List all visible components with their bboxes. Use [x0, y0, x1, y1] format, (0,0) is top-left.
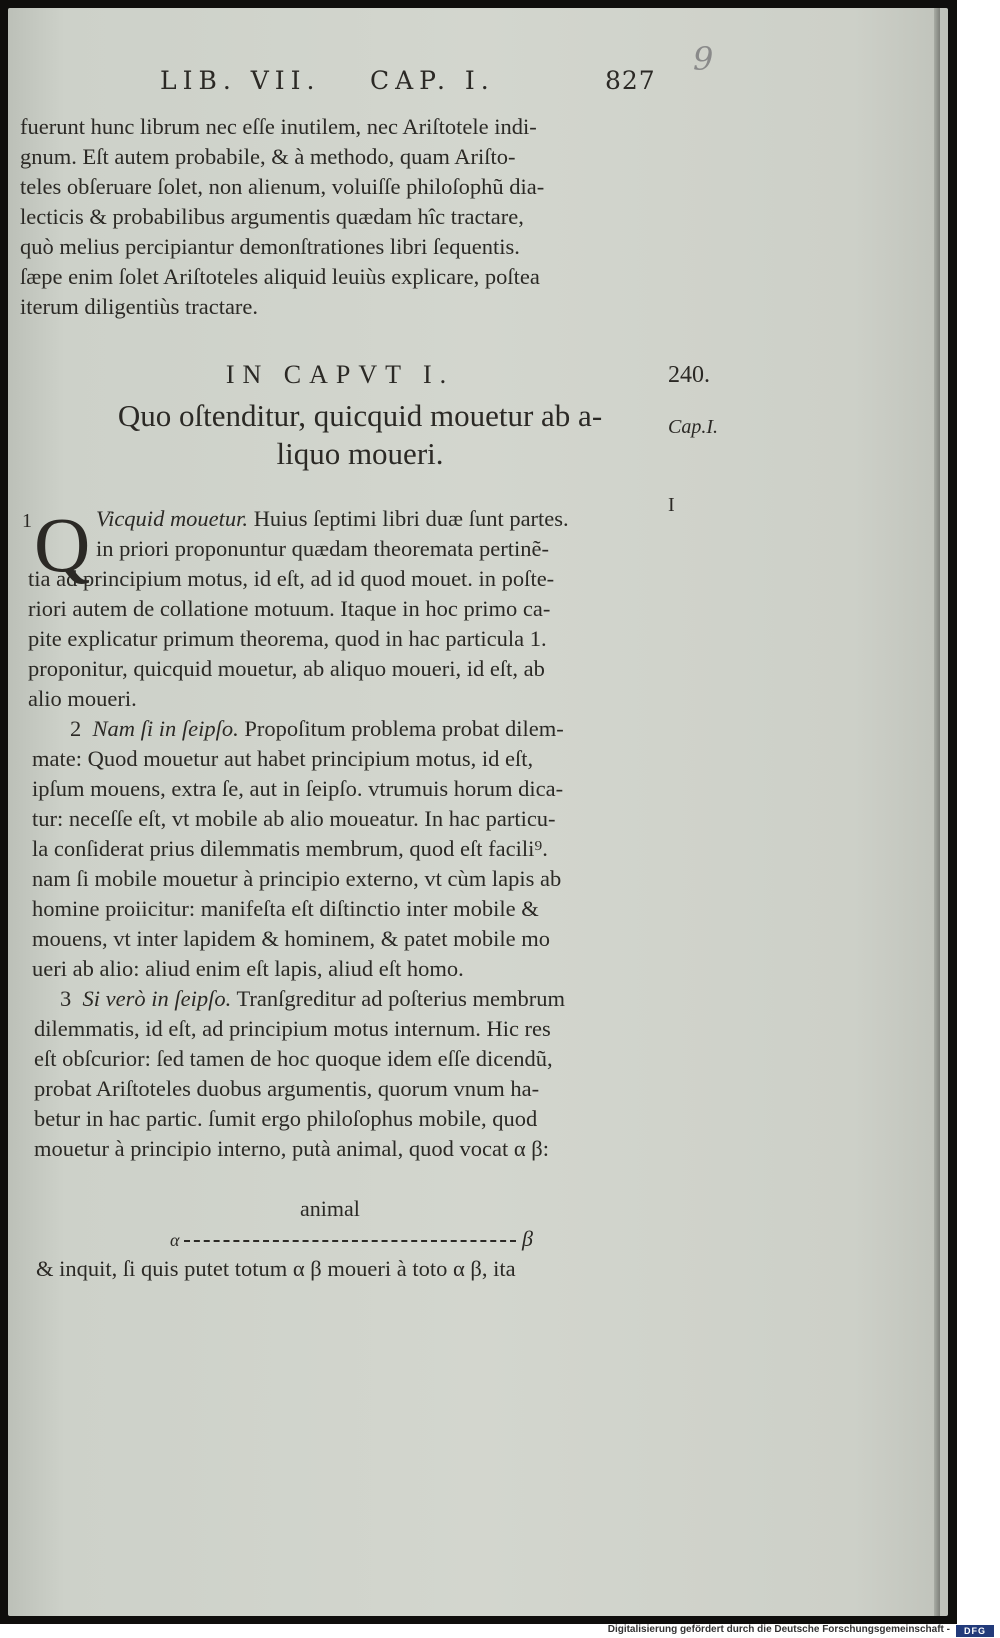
chapter-number: CAP. I.	[370, 66, 495, 95]
lemma: Nam ſi in ſeipſo.	[92, 716, 239, 741]
margin-marker: I	[668, 494, 675, 516]
text-line: tia ad principium motus, id eſt, ad id quod mouet. in poſte-	[28, 566, 555, 591]
margin-number: 240.	[668, 362, 710, 388]
text-line: la conſiderat prius dilemmatis membrum, quod eſt facili⁹.	[32, 836, 548, 861]
drop-cap: Q	[34, 501, 91, 588]
text-line: dilemmatis, id eſt, ad principium motus internum. Hic res	[34, 1016, 551, 1041]
text-line: & inquit, ſi quis putet totum α β moueri à toto α β, ita	[36, 1256, 516, 1281]
text-line: Tranſgreditur ad poſterius membrum	[236, 986, 565, 1011]
footer	[0, 1626, 1000, 1638]
text-line: proponitur, quicquid mouetur, ab aliquo moueri, id eſt, ab	[28, 656, 545, 681]
diagram-right-end: β	[522, 1226, 533, 1251]
text-line: mouens, vt inter lapidem & hominem, & patet mobile mo	[32, 926, 551, 951]
text-line: ſæpe enim ſolet Ariſtoteles aliquid leuiùs explicare, poſtea	[20, 264, 540, 289]
section-subheading: Quo oſtenditur, quicquid mouetur ab a-	[117, 398, 603, 433]
lemma: Vicquid mouetur.	[96, 506, 249, 531]
text-line: mouetur à principio interno, putà animal, quod vocat α β:	[34, 1136, 549, 1161]
text-line: probat Ariſtoteles duobus argumentis, quorum vnum ha-	[34, 1076, 540, 1101]
text-line: alio moueri.	[28, 686, 137, 711]
text-line: ueri ab alio: aliud enim eſt lapis, aliud eſt homo.	[32, 956, 464, 981]
footer-text: Digitalisierung gefördert durch die Deutsche Forschungsgemeinschaft -	[607, 1624, 950, 1635]
text-line: Propoſitum problema probat dilem-	[244, 716, 564, 741]
text-line: nam ſi mobile mouetur à principio externo, vt cùm lapis ab	[32, 866, 562, 891]
text-line: pite explicatur primum theorema, quod in hac particula 1.	[28, 626, 547, 651]
diagram-line	[184, 1240, 516, 1242]
section-subheading: liquo moueri.	[276, 436, 444, 471]
page-number: 827	[605, 66, 656, 95]
text-line: tur: neceſſe eſt, vt mobile ab alio moueatur. In hac particu-	[32, 806, 556, 831]
diagram-label: animal	[300, 1196, 360, 1221]
text-line: gnum. Eſt autem probabile, & à methodo, quam Ariſto-	[20, 144, 516, 169]
section-heading: IN CAPVT I.	[225, 360, 455, 389]
text-line: Huius ſeptimi libri duæ ſunt partes.	[253, 506, 569, 531]
text-line: ipſum mouens, extra ſe, aut in ſeipſo. vtrumuis horum dica-	[32, 776, 564, 801]
dfg-logo: DFG	[956, 1625, 994, 1637]
text-line: quò melius percipiantur demonſtrationes libri ſequentis.	[20, 234, 520, 259]
text-line: mate: Quod mouetur aut habet principium motus, id eſt,	[32, 746, 534, 771]
text-line: homine proiicitur: manifeſta eſt diſtinctio inter mobile &	[32, 896, 539, 921]
lemma: Si verò in ſeipſo.	[82, 986, 232, 1011]
running-head	[160, 66, 660, 100]
text-line: iterum diligentiùs tractare.	[20, 294, 259, 319]
paragraph-marker: 1	[22, 510, 32, 532]
book-number: LIB. VII.	[160, 66, 321, 95]
text-line: teles obſeruare ſolet, non alienum, voluiſſe philoſophũ dia-	[20, 174, 545, 199]
text-line: in priori proponuntur quædam theoremata pertinẽ-	[96, 536, 549, 561]
page-edge	[934, 8, 940, 1616]
text-line: riori autem de collatione motuum. Itaque in hoc primo ca-	[28, 596, 551, 621]
pencil-folio-mark: 9	[693, 40, 714, 78]
paragraph-marker: 2	[70, 716, 82, 741]
text-line: betur in hac partic. ſumit ergo philoſophus mobile, quod	[34, 1106, 538, 1131]
text-line: lecticis & probabilibus argumentis quædam hîc tractare,	[20, 204, 524, 229]
text-line: fuerunt hunc librum nec eſſe inutilem, nec Ariſtotele indi-	[20, 114, 537, 139]
text-line: eſt obſcurior: ſed tamen de hoc quoque idem eſſe dicendũ,	[34, 1046, 553, 1071]
margin-cap-label: Cap.I.	[668, 416, 718, 438]
paragraph-marker: 3	[60, 986, 72, 1011]
diagram-left-end: α	[170, 1230, 180, 1250]
